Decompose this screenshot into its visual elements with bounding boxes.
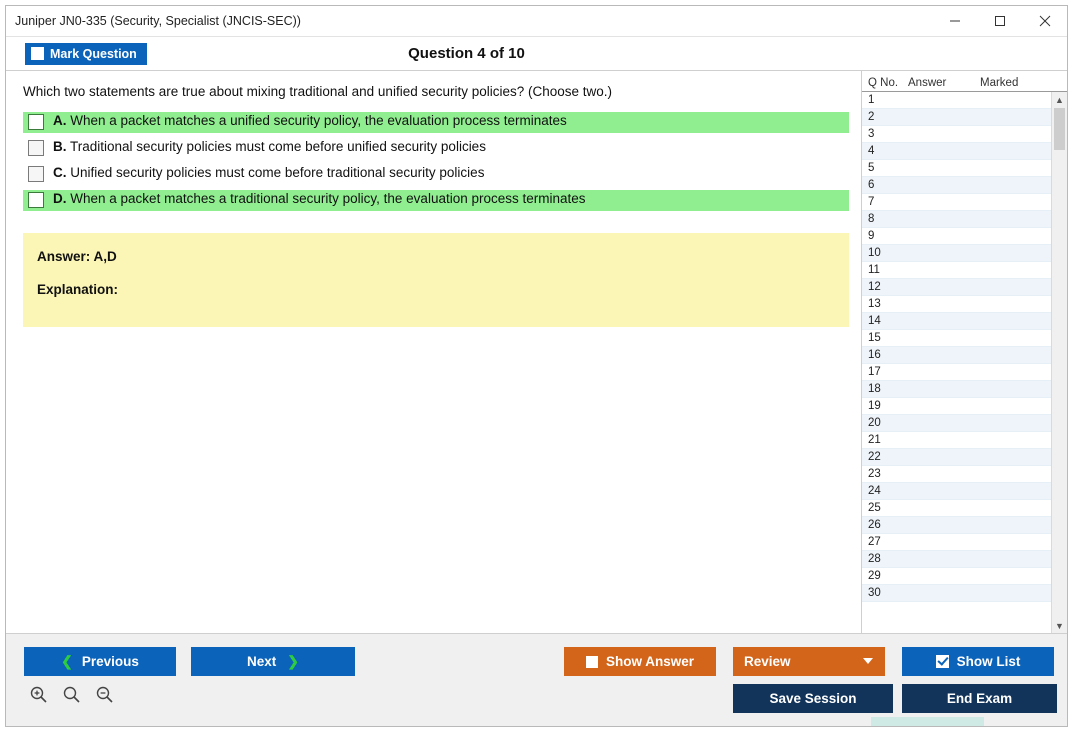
row-number: 28 bbox=[868, 553, 881, 565]
chevron-down-icon bbox=[863, 658, 873, 664]
row-number: 3 bbox=[868, 128, 875, 140]
scrollbar-thumb[interactable] bbox=[1054, 108, 1065, 150]
table-row[interactable] bbox=[862, 262, 1051, 279]
explanation-line: Explanation: bbox=[37, 282, 119, 297]
table-row[interactable] bbox=[862, 449, 1051, 466]
table-row[interactable] bbox=[862, 483, 1051, 500]
row-number: 23 bbox=[868, 468, 881, 480]
table-row[interactable] bbox=[862, 194, 1051, 211]
choice-c[interactable] bbox=[23, 164, 849, 185]
review-label: Review bbox=[744, 654, 791, 669]
table-row[interactable] bbox=[862, 177, 1051, 194]
next-label: Next bbox=[247, 654, 277, 669]
show-list-button[interactable] bbox=[902, 647, 1054, 676]
row-number: 16 bbox=[868, 349, 881, 361]
choice-c-checkbox[interactable] bbox=[28, 166, 44, 182]
row-number: 20 bbox=[868, 417, 881, 429]
row-number: 8 bbox=[868, 213, 875, 225]
table-row[interactable] bbox=[862, 313, 1051, 330]
question-header bbox=[6, 37, 1067, 71]
row-number: 18 bbox=[868, 383, 881, 395]
table-row[interactable] bbox=[862, 143, 1051, 160]
choice-c-label: C. Unified security policies must come before traditional security policies bbox=[53, 165, 485, 180]
row-number: 29 bbox=[868, 570, 881, 582]
column-header-answer: Answer bbox=[908, 76, 947, 89]
mark-question-label: Mark Question bbox=[50, 46, 137, 61]
review-dropdown[interactable] bbox=[733, 647, 885, 676]
choice-a[interactable] bbox=[23, 112, 849, 133]
minimize-icon[interactable] bbox=[932, 7, 977, 36]
choice-b-checkbox[interactable] bbox=[28, 140, 44, 156]
row-number: 11 bbox=[868, 264, 880, 276]
table-row[interactable] bbox=[862, 364, 1051, 381]
maximize-icon[interactable] bbox=[977, 7, 1022, 36]
title-bar bbox=[6, 6, 1067, 37]
row-number: 15 bbox=[868, 332, 881, 344]
page-title: Question 4 of 10 bbox=[408, 45, 525, 62]
row-number: 9 bbox=[868, 230, 875, 242]
choice-b[interactable] bbox=[23, 138, 849, 159]
row-number: 19 bbox=[868, 400, 881, 412]
row-number: 2 bbox=[868, 111, 875, 123]
table-row[interactable] bbox=[862, 160, 1051, 177]
table-row[interactable] bbox=[862, 432, 1051, 449]
footer-toolbar bbox=[6, 633, 1067, 726]
table-row[interactable] bbox=[862, 92, 1051, 109]
end-exam-button[interactable] bbox=[902, 684, 1057, 713]
show-answer-checkbox-icon bbox=[586, 656, 598, 668]
chevron-left-icon: ❮ bbox=[61, 653, 73, 669]
save-session-button[interactable] bbox=[733, 684, 893, 713]
question-pane bbox=[6, 71, 862, 633]
row-number: 5 bbox=[868, 162, 875, 174]
exam-window bbox=[5, 5, 1068, 727]
table-row[interactable] bbox=[862, 211, 1051, 228]
row-number: 26 bbox=[868, 519, 881, 531]
row-number: 7 bbox=[868, 196, 875, 208]
question-list-rows[interactable] bbox=[862, 92, 1051, 633]
table-row[interactable] bbox=[862, 398, 1051, 415]
question-list-header bbox=[862, 71, 1067, 92]
table-row[interactable] bbox=[862, 551, 1051, 568]
main-body bbox=[6, 71, 1067, 633]
zoom-out-icon[interactable] bbox=[94, 684, 114, 704]
scroll-up-icon[interactable]: ▲ bbox=[1052, 92, 1067, 107]
choice-a-label: A. When a packet matches a unified security policy, the evaluation process terminates bbox=[53, 113, 567, 128]
table-row[interactable] bbox=[862, 296, 1051, 313]
table-row[interactable] bbox=[862, 126, 1051, 143]
save-session-label: Save Session bbox=[769, 691, 857, 706]
row-number: 4 bbox=[868, 145, 875, 157]
status-strip bbox=[871, 717, 984, 726]
row-number: 30 bbox=[868, 587, 881, 599]
choice-d[interactable] bbox=[23, 190, 849, 211]
scroll-down-icon[interactable]: ▼ bbox=[1052, 618, 1067, 633]
zoom-in-icon[interactable] bbox=[28, 684, 48, 704]
choice-d-label: D. When a packet matches a traditional security policy, the evaluation process terminates bbox=[53, 191, 586, 206]
row-number: 22 bbox=[868, 451, 881, 463]
window-title: Juniper JN0-335 (Security, Specialist (JNCIS-SEC)) bbox=[15, 14, 301, 28]
row-number: 10 bbox=[868, 247, 881, 259]
choice-d-checkbox[interactable] bbox=[28, 192, 44, 208]
choice-b-label: B. Traditional security policies must come before unified security policies bbox=[53, 139, 486, 154]
row-number: 12 bbox=[868, 281, 881, 293]
table-row[interactable] bbox=[862, 245, 1051, 262]
question-list-scrollbar[interactable] bbox=[1051, 92, 1067, 633]
table-row[interactable] bbox=[862, 466, 1051, 483]
answer-panel bbox=[23, 233, 849, 327]
row-number: 13 bbox=[868, 298, 881, 310]
row-number: 14 bbox=[868, 315, 881, 327]
zoom-reset-icon[interactable] bbox=[61, 684, 81, 704]
table-row[interactable] bbox=[862, 279, 1051, 296]
row-number: 25 bbox=[868, 502, 881, 514]
table-row[interactable] bbox=[862, 585, 1051, 602]
table-row[interactable] bbox=[862, 109, 1051, 126]
show-list-label: Show List bbox=[956, 654, 1021, 669]
table-row[interactable] bbox=[862, 228, 1051, 245]
table-row[interactable] bbox=[862, 500, 1051, 517]
table-row[interactable] bbox=[862, 330, 1051, 347]
mark-question-button[interactable] bbox=[25, 43, 147, 65]
column-header-marked: Marked bbox=[980, 76, 1019, 89]
end-exam-label: End Exam bbox=[946, 691, 1013, 706]
question-list-body bbox=[862, 92, 1067, 633]
table-row[interactable] bbox=[862, 568, 1051, 585]
choice-a-checkbox[interactable] bbox=[28, 114, 44, 130]
mark-question-checkbox-icon bbox=[31, 47, 44, 60]
table-row[interactable] bbox=[862, 347, 1051, 364]
column-header-number: Q No. bbox=[868, 76, 899, 89]
row-number: 17 bbox=[868, 366, 881, 378]
row-number: 21 bbox=[868, 434, 881, 446]
question-list-panel bbox=[862, 71, 1067, 633]
previous-label: Previous bbox=[81, 654, 139, 669]
table-row[interactable] bbox=[862, 415, 1051, 432]
chevron-right-icon: ❯ bbox=[287, 653, 299, 669]
row-number: 27 bbox=[868, 536, 881, 548]
show-list-checkbox-icon bbox=[936, 655, 949, 668]
row-number: 6 bbox=[868, 179, 875, 191]
choice-list bbox=[6, 109, 861, 216]
show-answer-button[interactable] bbox=[564, 647, 716, 676]
row-number: 24 bbox=[868, 485, 881, 497]
previous-button[interactable] bbox=[24, 647, 176, 676]
question-text: Which two statements are true about mixing traditional and unified security policies? (Choose two.) bbox=[23, 84, 613, 99]
row-number: 1 bbox=[868, 94, 875, 106]
table-row[interactable] bbox=[862, 517, 1051, 534]
table-row[interactable] bbox=[862, 534, 1051, 551]
close-icon[interactable] bbox=[1022, 7, 1067, 36]
zoom-controls bbox=[28, 684, 114, 704]
show-answer-label: Show Answer bbox=[605, 654, 694, 669]
table-row[interactable] bbox=[862, 381, 1051, 398]
next-button[interactable] bbox=[191, 647, 355, 676]
answer-line: Answer: A,D bbox=[37, 249, 117, 264]
